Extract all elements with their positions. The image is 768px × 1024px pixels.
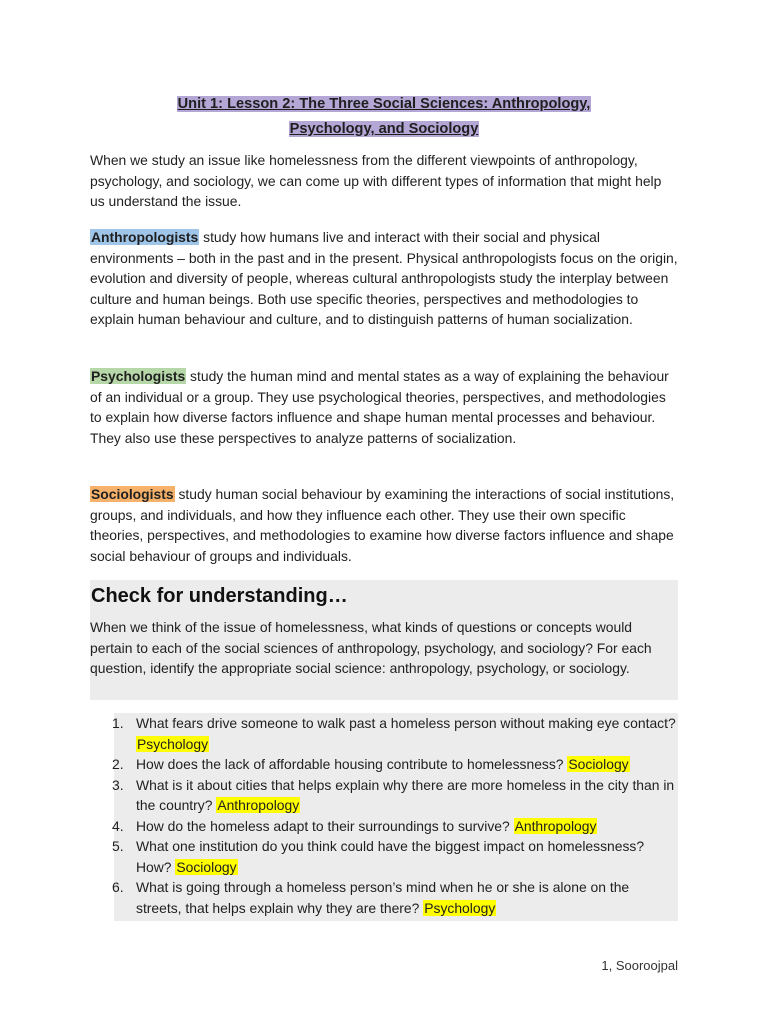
question-text: How do the homeless adapt to their surroundings to survive?: [136, 817, 514, 834]
psychologists-text: study the human mind and mental states as a way of explaining the behaviour of an individual or a group. They use psychological theories, perspectives, and methodologies to explain how diverse factors influence and shape human mental processes and behaviour. They also use these perspectives to analyze patterns of socialization.: [90, 368, 669, 446]
check-intro-paragraph: When we think of the issue of homelessness, what kinds of questions or concepts would pertain to each of the social sciences of anthropology, psychology, and sociology? For each question, identify the appropriate social science: anthropology, psychology, or sociology.: [90, 619, 652, 676]
question-item: [104, 816, 676, 837]
question-item: [104, 713, 676, 754]
psychologists-paragraph: [90, 366, 678, 448]
question-item: [104, 754, 676, 775]
sociologists-paragraph: [90, 484, 678, 566]
question-text: What is going through a homeless person’s mind when he or she is alone on the streets, that helps explain why they are there?: [136, 879, 630, 916]
anthropologists-term: Anthropologists: [91, 229, 199, 245]
title-line-2: Psychology, and Sociology: [289, 121, 479, 137]
check-heading: Check for understanding…: [91, 585, 348, 607]
question-number: 5.: [112, 838, 124, 854]
answer-highlight: Anthropology: [217, 797, 300, 813]
page-footer: 1, Sooroojpal: [601, 958, 678, 973]
psychologists-term: Psychologists: [91, 368, 186, 384]
question-text: What fears drive someone to walk past a homeless person without making eye contact?: [136, 715, 676, 731]
anthropologists-paragraph: [90, 227, 678, 330]
sociologists-term: Sociologists: [91, 486, 174, 502]
answer-highlight: Psychology: [137, 735, 209, 752]
question-text: What is it about cities that helps explain why there are more homeless in the city than in the country?: [136, 776, 675, 813]
answer-highlight: Sociology: [568, 756, 629, 772]
question-item: [104, 836, 676, 877]
question-text: What one institution do you think could have the biggest impact on homelessness? How?: [136, 838, 645, 875]
page-title: [90, 92, 678, 142]
answer-highlight: Sociology: [176, 858, 237, 875]
question-number: 1.: [112, 715, 124, 731]
title-line-1: Unit 1: Lesson 2: The Three Social Sciences: Anthropology,: [177, 96, 591, 112]
question-number: 2.: [112, 756, 124, 772]
question-text: How does the lack of affordable housing contribute to homelessness?: [136, 756, 568, 772]
intro-paragraph: When we study an issue like homelessness from the different viewpoints of anthropology, psychology, and sociology, we can come up with different types of information that might help us understand the issue.: [90, 152, 662, 209]
answer-highlight: Psychology: [424, 899, 496, 916]
questions-list: [104, 713, 676, 918]
answer-highlight: Anthropology: [514, 817, 597, 834]
anthropologists-text: study how humans live and interact with their social and physical environments – both in the past and in the present. Physical anthropologists focus on the origin, evolution and diversity of people, whereas cultural anthropologists study the interplay between culture and human beings. Both use specific theories, perspectives and methodologies to explain human behaviour and culture, and to distinguish patterns of human socialization.: [90, 229, 678, 327]
question-number: 6.: [112, 879, 124, 895]
question-item: [104, 775, 676, 816]
question-number: 4.: [112, 817, 124, 834]
sociologists-text: study human social behaviour by examining the interactions of social institutions, groups, and individuals, and how they influence each other. They use their own specific theories, perspectives, and methodologies to examine how diverse factors influence and shape social behaviour of groups and individuals.: [90, 486, 675, 564]
question-item: [104, 877, 676, 918]
question-number: 3.: [112, 776, 124, 793]
